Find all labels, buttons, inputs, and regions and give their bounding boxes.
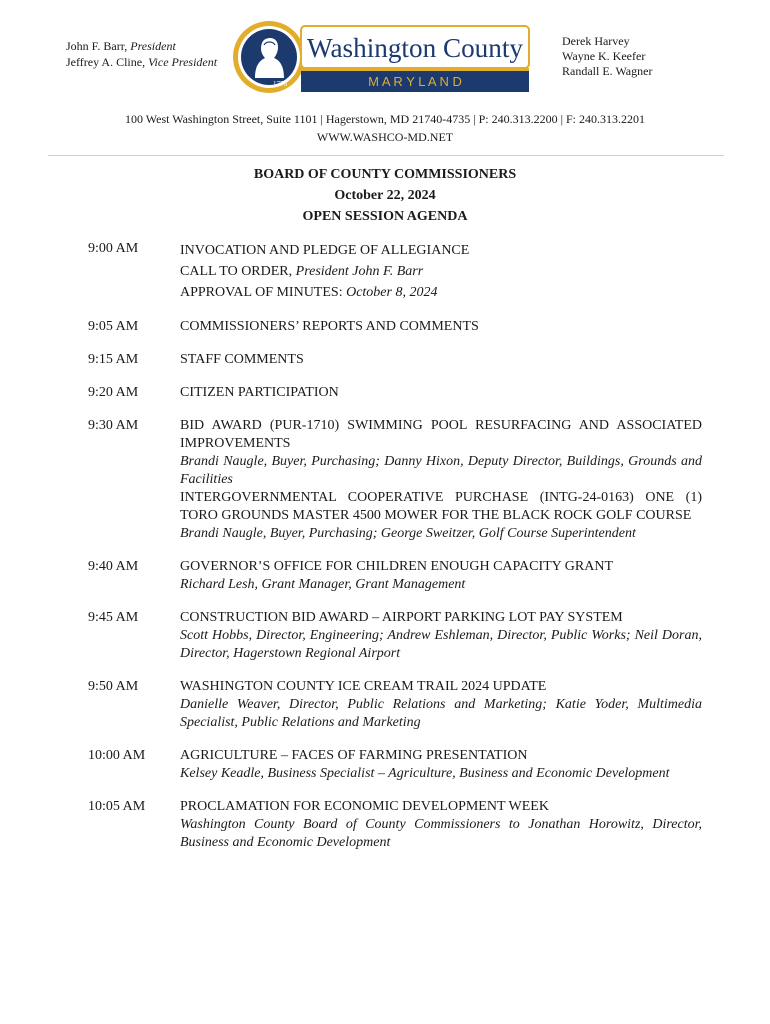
agenda-time: 9:00 AM <box>88 241 139 256</box>
agenda-time: 9:40 AM <box>88 559 139 574</box>
header-divider <box>48 155 724 156</box>
agenda-item <box>88 609 702 663</box>
agenda-list <box>88 240 702 867</box>
session-title: OPEN SESSION AGENDA <box>302 209 468 224</box>
agenda-presenter: Washington County Board of County Commissioners to Jonathan Horowitz, Director, Business and Economic Development <box>180 817 702 850</box>
agenda-time: 9:45 AM <box>88 610 139 625</box>
agenda-time: 10:05 AM <box>88 799 146 814</box>
meeting-date: October 22, 2024 <box>334 188 436 203</box>
agenda-title: AGRICULTURE – FACES OF FARMING PRESENTATION <box>180 748 528 763</box>
logo-year: 1776 <box>273 80 287 88</box>
agenda-presenter: Kelsey Keadle, Business Specialist – Agriculture, Business and Economic Development <box>180 766 670 781</box>
logo-title: Washington County <box>307 33 524 63</box>
agenda-title: GOVERNOR’S OFFICE FOR CHILDREN ENOUGH CAPACITY GRANT <box>180 559 613 574</box>
agenda-presenter: Brandi Naugle, Buyer, Purchasing; George Sweitzer, Golf Course Superintendent <box>180 526 636 541</box>
agenda-time: 9:20 AM <box>88 385 139 400</box>
agenda-title: INVOCATION AND PLEDGE OF ALLEGIANCE <box>180 243 470 258</box>
agenda-title: CALL TO ORDER, President John F. Barr <box>180 264 424 279</box>
logo-subtitle: M A R Y L A N D <box>368 74 462 89</box>
board-title: BOARD OF COUNTY COMMISSIONERS <box>253 167 517 182</box>
agenda-title: CONSTRUCTION BID AWARD – AIRPORT PARKING LOT PAY SYSTEM <box>180 610 623 625</box>
agenda-time: 9:30 AM <box>88 418 139 433</box>
agenda-title: STAFF COMMENTS <box>180 352 304 367</box>
agenda-presenter: Richard Lesh, Grant Manager, Grant Management <box>180 577 466 592</box>
washington-county-logo <box>231 12 532 102</box>
agenda-item <box>88 678 702 732</box>
contact-info <box>0 110 770 146</box>
agenda-title: CITIZEN PARTICIPATION <box>180 385 339 400</box>
agenda-item <box>88 798 702 852</box>
agenda-time: 9:50 AM <box>88 679 139 694</box>
agenda-presenter: Brandi Naugle, Buyer, Purchasing; Danny Hixon, Deputy Director, Buildings, Grounds and Facilities <box>180 454 702 487</box>
agenda-item <box>88 417 702 543</box>
agenda-title: APPROVAL OF MINUTES: October 8, 2024 <box>180 285 438 300</box>
agenda-item <box>88 351 702 369</box>
agenda-item <box>88 318 702 336</box>
agenda-title: BID AWARD (PUR-1710) SWIMMING POOL RESURFACING AND ASSOCIATED IMPROVEMENTS <box>180 418 702 451</box>
agenda-title: COMMISSIONERS’ REPORTS AND COMMENTS <box>180 319 479 334</box>
agenda-item <box>88 747 702 783</box>
agenda-heading <box>0 164 770 227</box>
agenda-title: PROCLAMATION FOR ECONOMIC DEVELOPMENT WEEK <box>180 799 549 814</box>
agenda-item <box>88 384 702 402</box>
website-link[interactable]: WWW.WASHCO-MD.NET <box>316 130 454 144</box>
agenda-presenter: Danielle Weaver, Director, Public Relations and Marketing; Katie Yoder, Multimedia Specialist, Public Relations and Marketing <box>180 697 702 730</box>
agenda-time: 10:00 AM <box>88 748 146 763</box>
officer-president: John F. Barr, President <box>66 39 176 53</box>
agenda-title: WASHINGTON COUNTY ICE CREAM TRAIL 2024 UPDATE <box>180 679 547 694</box>
commissioner-name: Wayne K. Keefer <box>562 49 646 63</box>
agenda-item <box>88 240 702 303</box>
agenda-time: 9:05 AM <box>88 319 139 334</box>
agenda-item <box>88 558 702 594</box>
officers-list <box>66 38 217 70</box>
commissioners-list <box>562 34 652 79</box>
commissioner-name: Derek Harvey <box>562 34 630 48</box>
officer-vice-president: Jeffrey A. Cline, Vice President <box>66 55 218 69</box>
agenda-time: 9:15 AM <box>88 352 139 367</box>
address-line: 100 West Washington Street, Suite 1101 | Hagerstown, MD 21740-4735 | P: 240.313.2200 | F: 240.313.2201 <box>124 112 646 126</box>
agenda-title: INTERGOVERNMENTAL COOPERATIVE PURCHASE (INTG-24-0163) ONE (1) TORO GROUNDS MASTER 4500 MOWER FOR THE BLACK ROCK GOLF COURSE <box>180 490 702 523</box>
agenda-presenter: Scott Hobbs, Director, Engineering; Andrew Eshleman, Director, Public Works; Neil Doran, Director, Hagerstown Regional Airport <box>180 628 702 661</box>
commissioner-name: Randall E. Wagner <box>562 64 653 78</box>
